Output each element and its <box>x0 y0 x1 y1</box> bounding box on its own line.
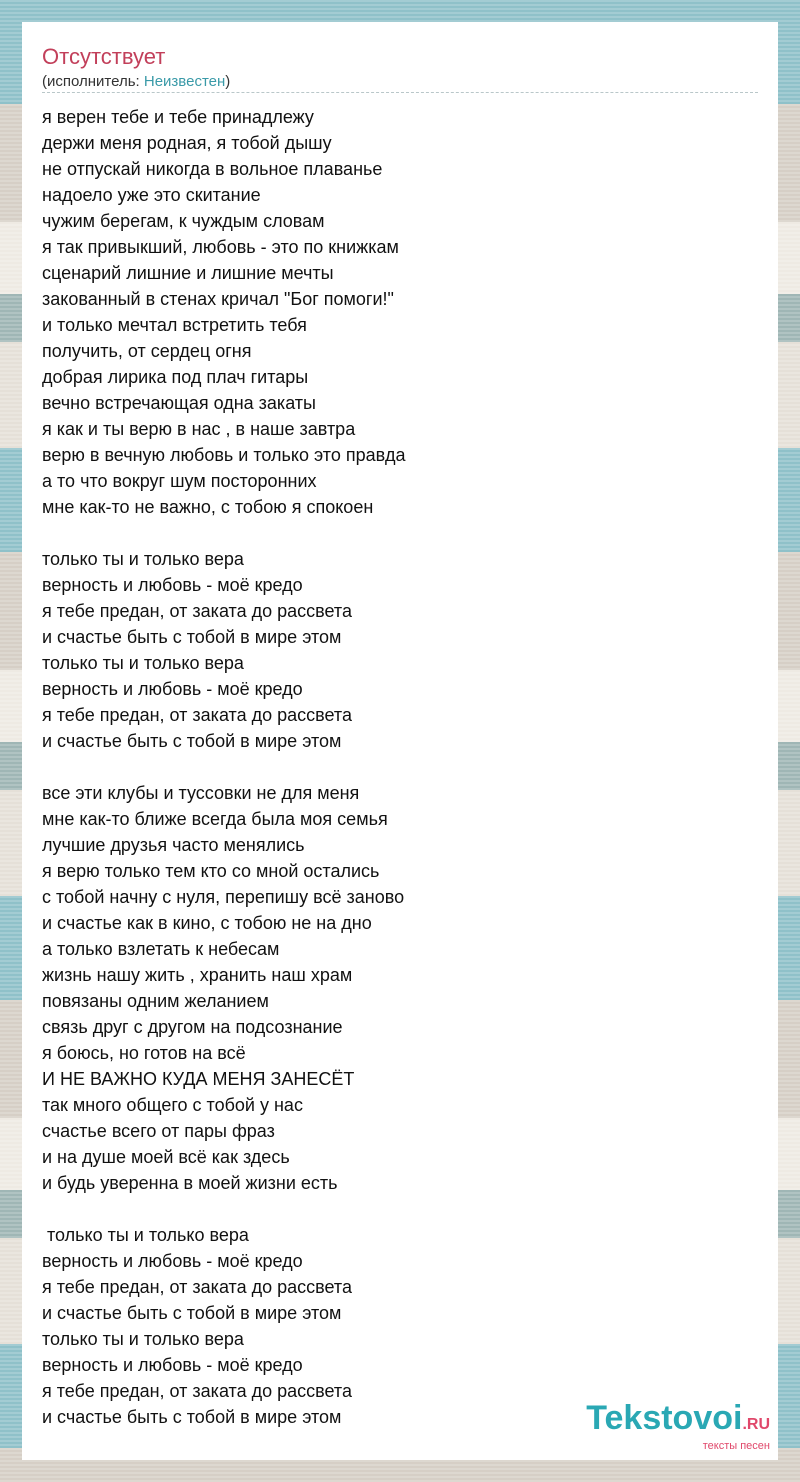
dashed-divider <box>42 92 758 93</box>
lyric-line: жизнь нашу жить , хранить наш храм <box>42 965 353 985</box>
logo-tagline: тексты песен <box>702 1440 770 1452</box>
lyric-line: так много общего с тобой у нас <box>42 1095 303 1115</box>
lyric-line: добрая лирика под плач гитары <box>42 367 309 387</box>
lyric-line: я тебе предан, от заката до рассвета <box>42 1277 352 1297</box>
artist-line <box>42 73 230 91</box>
lyric-line: я верю только тем кто со мной остались <box>42 861 380 881</box>
lyric-line: мне как-то ближе всегда была моя семья <box>42 809 388 829</box>
lyric-line: я так привыкший, любовь - это по книжкам <box>42 237 399 257</box>
lyric-line: повязаны одним желанием <box>42 991 269 1011</box>
logo-name: Tekstovoi <box>586 1399 743 1437</box>
lyric-line: а только взлетать к небесам <box>42 939 280 959</box>
lyric-line: лучшие друзья часто менялись <box>42 835 305 855</box>
logo-tld: .RU <box>742 1416 770 1433</box>
artist-link[interactable]: Неизвестен <box>143 73 226 90</box>
artist-suffix: ) <box>225 73 231 90</box>
lyric-line: только ты и только вера <box>42 1329 244 1349</box>
lyric-line: и счастье быть с тобой в мире этом <box>42 1303 342 1323</box>
lyric-line: чужим берегам, к чуждым словам <box>42 211 325 231</box>
lyric-line: я как и ты верю в нас , в наше завтра <box>42 419 356 439</box>
lyric-line: мне как-то не важно, с тобою я спокоен <box>42 497 374 517</box>
lyric-line: верность и любовь - моё кредо <box>42 575 303 595</box>
lyric-line: а то что вокруг шум посторонних <box>42 471 317 491</box>
lyric-line: верю в вечную любовь и только это правда <box>42 445 406 465</box>
lyric-line: не отпускай никогда в вольное плаванье <box>42 159 383 179</box>
lyric-line: только ты и только вера <box>42 549 244 569</box>
lyric-line: я тебе предан, от заката до рассвета <box>42 1381 352 1401</box>
lyrics-text <box>42 104 758 1430</box>
lyric-line: я верен тебе и тебе принадлежу <box>42 107 314 127</box>
lyric-line: и счастье быть с тобой в мире этом <box>42 731 342 751</box>
lyric-line <box>42 1196 758 1222</box>
lyric-line: я тебе предан, от заката до рассвета <box>42 705 352 725</box>
lyrics-card <box>22 22 778 1460</box>
lyric-line: получить, от сердец огня <box>42 341 252 361</box>
lyric-line: вечно встречающая одна закаты <box>42 393 316 413</box>
lyric-line: и будь уверенна в моей жизни есть <box>42 1173 338 1193</box>
lyric-line: держи меня родная, я тобой дышу <box>42 133 332 153</box>
lyric-line: только ты и только вера <box>42 1225 249 1245</box>
lyric-line: и счастье быть с тобой в мире этом <box>42 627 342 647</box>
lyric-line: верность и любовь - моё кредо <box>42 1251 303 1271</box>
lyric-line: счастье всего от пары фраз <box>42 1121 275 1141</box>
lyric-line: и счастье быть с тобой в мире этом <box>42 1407 342 1427</box>
lyric-line <box>42 520 758 546</box>
lyric-line: все эти клубы и туссовки не для меня <box>42 783 360 803</box>
lyric-line: верность и любовь - моё кредо <box>42 1355 303 1375</box>
lyric-line: с тобой начну с нуля, перепишу всё заново <box>42 887 405 907</box>
lyric-line <box>42 754 758 780</box>
lyric-line: и на душе моей всё как здесь <box>42 1147 290 1167</box>
lyric-line: И НЕ ВАЖНО КУДА МЕНЯ ЗАНЕСЁТ <box>42 1069 355 1089</box>
lyric-line: только ты и только вера <box>42 653 244 673</box>
lyric-line: связь друг с другом на подсознание <box>42 1017 343 1037</box>
lyric-line: надоело уже это скитание <box>42 185 261 205</box>
song-title: Отсутствует <box>42 44 166 69</box>
lyric-line: закованный в стенах кричал "Бог помоги!" <box>42 289 394 309</box>
logo-wordmark <box>586 1401 770 1442</box>
lyric-line: сценарий лишние и лишние мечты <box>42 263 334 283</box>
site-logo[interactable] <box>586 1401 770 1452</box>
lyric-line: и счастье как в кино, с тобою не на дно <box>42 913 372 933</box>
lyric-line: я тебе предан, от заката до рассвета <box>42 601 352 621</box>
lyric-line: и только мечтал встретить тебя <box>42 315 307 335</box>
lyric-line: верность и любовь - моё кредо <box>42 679 303 699</box>
lyric-line: я боюсь, но готов на всё <box>42 1043 246 1063</box>
artist-prefix: (исполнитель: <box>42 73 144 90</box>
